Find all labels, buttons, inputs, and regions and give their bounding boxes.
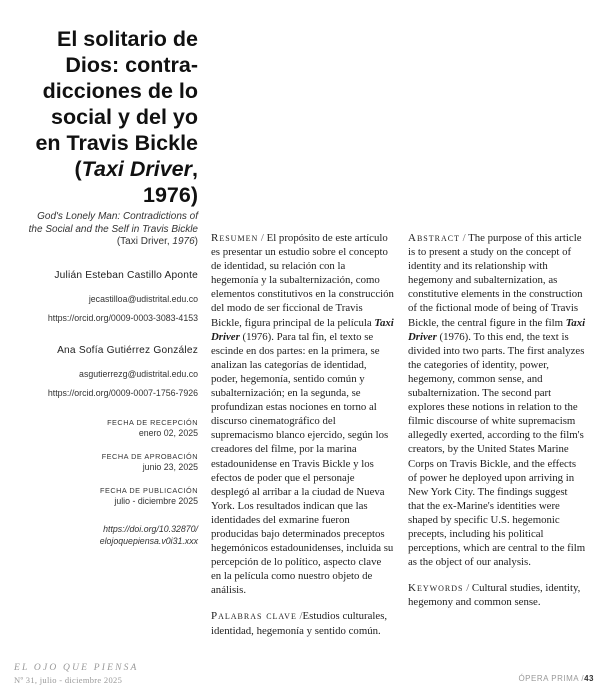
resumen-paragraph: Resumen / El propósito de este artículo es presentar un estudio sobre el concepto de identidad, su relación con la hegemonía y la subalternización, como elementos constitutivos en la construcción del modo de ser ficcional de Travis Bickle, figura principal de la película Taxi Driver (1976). Para tal fin, el texto se escinde en dos partes: en la primera, se analizan las categorías de identidad, poder, hegemonía, sentido común y subalternización; en la segunda, se profundizan estas nociones en torno al discurso cinematográfico del supremacismo blanco ejercido, según los creadores del filme, por la marina estadounidense en Travis Bickle y los efectos de poder que el personaje desplegó al arribar a la ciudad de Nueva York. Los resultados indican que las identidades del exmarine fueron producidas bajo determinados preceptos hegemónicos estadounidenses, incluida su percepción de lo político, aspecto clave en la película como nuestro objeto de análisis. <box>211 232 394 597</box>
title-line: (Taxi Driver, <box>74 157 198 181</box>
journal-issue: Nº 31, julio - diciembre 2025 <box>14 675 123 685</box>
english-title: God's Lonely Man: Contradictions of the Social and the Self in Travis Bickle (Taxi Driver, 1976) <box>28 211 198 247</box>
film-title: Taxi Driver <box>211 316 394 343</box>
author-orcid[interactable]: https://orcid.org/0009-0007-1756-7926 <box>47 388 198 398</box>
title-line: dicciones de lo <box>42 79 198 103</box>
received-date: enero 02, 2025 <box>138 428 198 438</box>
author-email[interactable]: jecastilloa@udistrital.edu.co <box>88 294 198 304</box>
title-line: 1976) <box>143 183 198 207</box>
author-orcid[interactable]: https://orcid.org/0009-0003-3083-4153 <box>47 313 198 323</box>
journal-footer <box>14 662 139 686</box>
section-name: ÓPERA PRIMA / <box>518 674 585 683</box>
author-name: Ana Sofía Gutiérrez González <box>57 345 198 356</box>
approved-label: FECHA DE APROBACIÓN <box>101 452 198 461</box>
palabras-clave: Palabras clave /Estudios culturales, identidad, hegemonía y sentido común. <box>211 610 388 637</box>
title-line: social y del yo <box>51 105 198 129</box>
keywords-label: Keywords <box>408 582 464 595</box>
abstract-label: Abstract <box>408 232 460 244</box>
title-line: El solitario de <box>57 27 198 51</box>
published-label: FECHA DE PUBLICACIÓN <box>100 486 198 495</box>
abstract-column <box>408 231 586 609</box>
abstract-paragraph: Abstract / The purpose of this article is to present a study on the concept of identity and its relationship with hegemony and subalternization, as constitutive elements in the construction of the fictional mode of being of Travis Bickle, the central figure in the film Taxi Driver (1976). To this end, the text is divided into two parts. The first analyzes the categories of identity, power, hegemony, common sense, and subalternization. The second part explores these notions in relation to the filmic discourse of white supremacism allegedly exerted, according to the film's creators, by the United States Marine Corps on Travis Bickle, and the effects of power he deployed upon arriving in New York City. The findings suggest that the ex-Marine's identities were shaped by specific U.S. hegemonic precepts, including his political perceptions, which are central to the film as the object of our analysis. <box>408 232 586 569</box>
approved-date: junio 23, 2025 <box>142 462 198 472</box>
film-title: Taxi Driver <box>408 316 586 343</box>
palabras-label: Palabras clave <box>211 610 297 623</box>
resumen-label: Resumen <box>211 232 259 244</box>
title-film: Taxi Driver <box>81 157 193 181</box>
published-date: julio - diciembre 2025 <box>114 496 198 506</box>
keywords: Keywords / Cultural studies, identity, hegemony and common sense. <box>408 582 581 609</box>
page-number: 43 <box>584 674 594 683</box>
received-label: FECHA DE RECEPCIÓN <box>107 418 198 427</box>
publication-dates <box>100 418 198 520</box>
title-line: Dios: contra- <box>65 53 198 77</box>
section-footer <box>518 674 594 683</box>
journal-name: EL OJO QUE PIENSA <box>14 663 139 673</box>
title-line: en Travis Bickle <box>35 131 198 155</box>
resumen-column <box>211 231 394 638</box>
article-title <box>14 26 198 208</box>
doi-link[interactable]: https://doi.org/10.32870/ elojoquepiensa.v0i31.xxx <box>99 524 198 546</box>
author-email[interactable]: asgutierrezg@udistrital.edu.co <box>79 369 198 379</box>
author-name: Julián Esteban Castillo Aponte <box>54 270 198 281</box>
